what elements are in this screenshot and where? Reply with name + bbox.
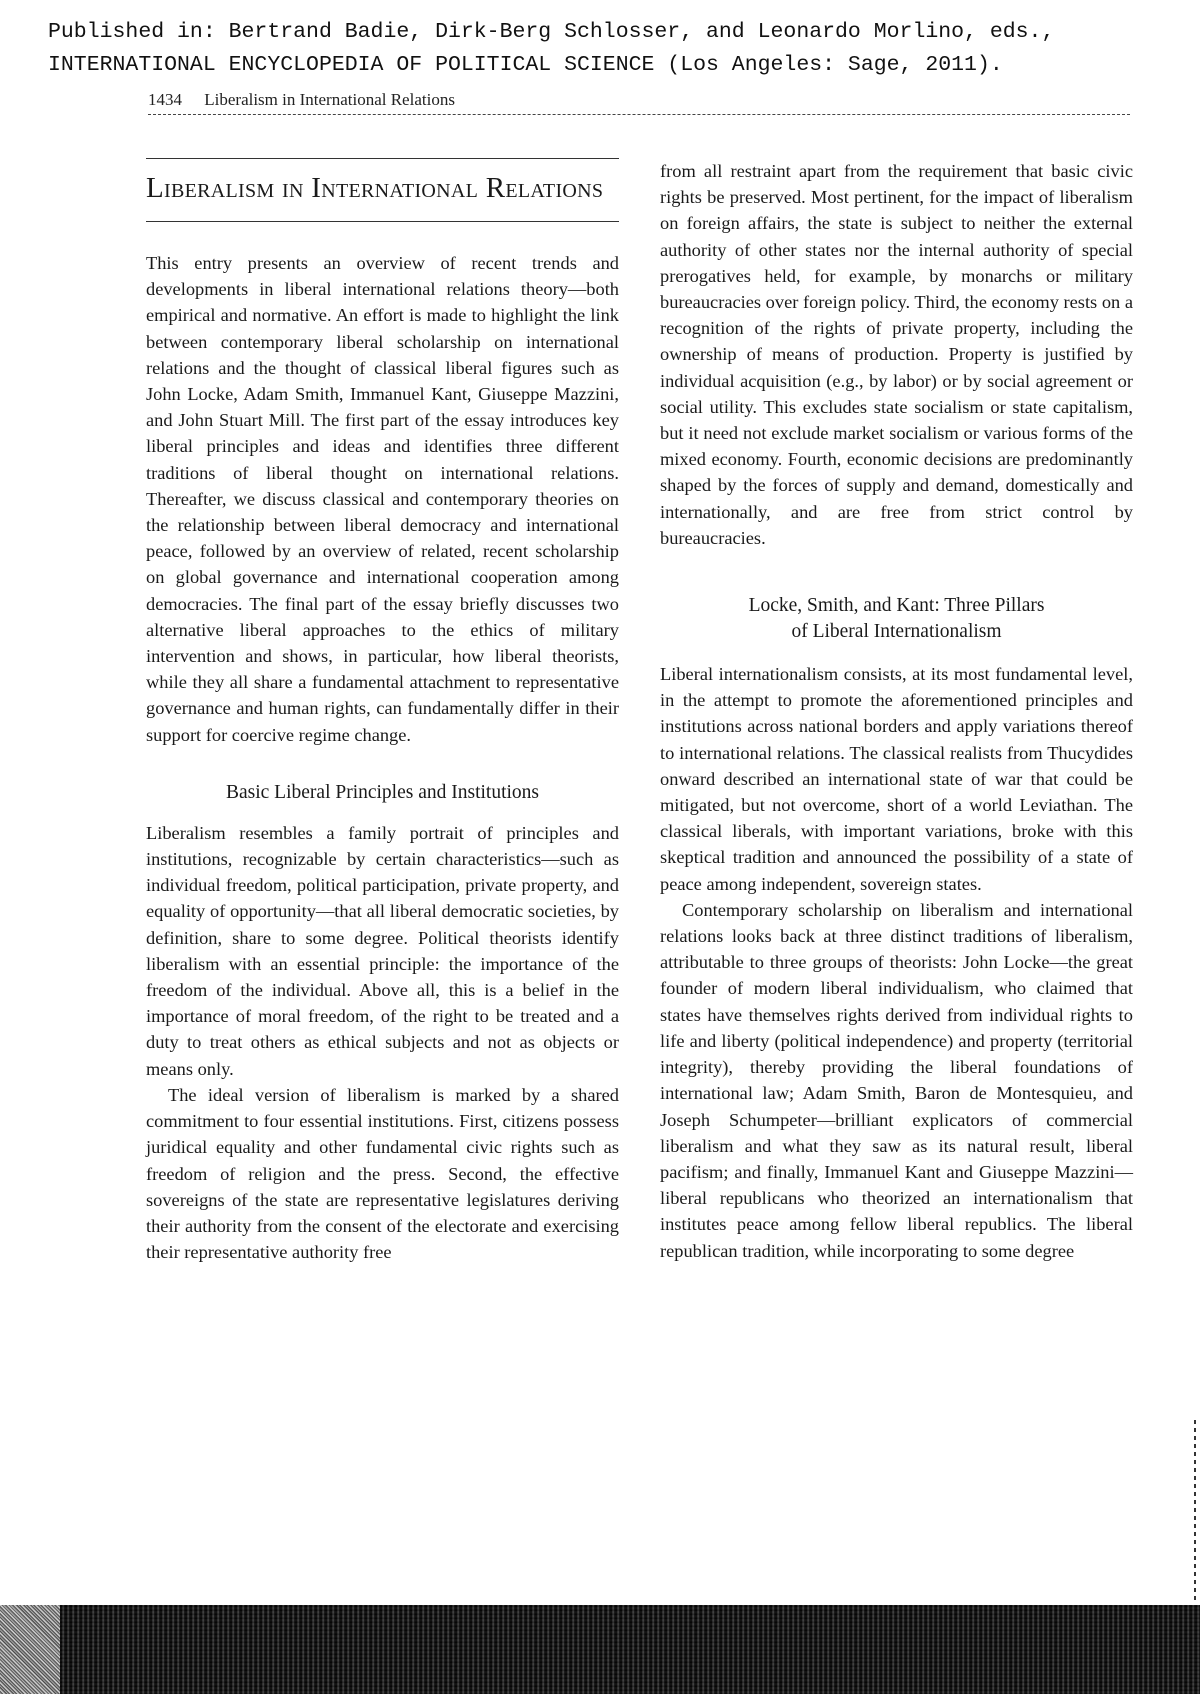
section-heading-line-1: Locke, Smith, and Kant: Three Pillars [748,595,1045,617]
body-paragraph: The ideal version of liberalism is marked by a shared commitment to four essential institutions. First, citizens possess juridical equality and other fundamental civic rights such as freedom of religion and the press. Second, the effective sovereigns of the state are representative legislatures deriving their authority from the consent of the electorate and exercising their representative authority free [146,1084,619,1263]
article-title: Liberalism in International Relations [146,158,619,222]
running-head-title: Liberalism in International Relations [204,90,455,109]
abstract-paragraph: This entry presents an overview of recent trends and developments in liberal international relations theory—both empirical and normative. An effort is made to highlight the link between contemporary liberal scholarship on international relations and the thought of classical liberal figures such as John Locke, Adam Smith, Immanuel Kant, Giuseppe Mazzini, and John Stuart Mill. The first part of the essay introduces key liberal principles and ideas and identifies three different traditions of liberal thought on international relations. Thereafter, we discuss classical and contemporary theories on the relationship between liberal democracy and international peace, followed by an overview of related, recent scholarship on global governance and international cooperation among democracies. The final part of the essay briefly discusses two alternative liberal approaches to the ethics of military intervention and shows, in particular, how liberal theorists, while they all share a fundamental attachment to representative governance and human rights, can fundamentally differ in their support for coercive regime change. [146,253,619,745]
publication-citation [48,16,1054,82]
citation-line-1: Published in: Bertrand Badie, Dirk-Berg Schlosser, and Leonardo Morlino, eds., [48,20,1055,44]
citation-line-2: INTERNATIONAL ENCYCLOPEDIA OF POLITICAL SCIENCE (Los Angeles: Sage, 2011). [48,53,1003,77]
scan-noise-band [0,1605,1200,1694]
body-paragraph: Liberalism resembles a family portrait of principles and institutions, recognizable by certain characteristics—such as individual freedom, political participation, private property, and equality of opportunity—that all liberal democratic societies, by definition, share to some degree. Political theorists identify liberalism with an essential principle: the importance of the freedom of the individual. Above all, this is a belief in the importance of moral freedom, of the right to be treated and a duty to treat others as ethical subjects and not as objects or means only. [146,822,619,1079]
body-paragraph: Liberal internationalism consists, at its most fundamental level, in the attempt to promote the aforementioned principles and institutions across national borders and apply variations thereof to international relations. The classical realists from Thucydides onward described an international state of war that could be mitigated, but not overcome, short of a world Leviathan. The classical liberals, with important variations, broke with this skeptical tradition and announced the possibility of a state of peace among independent, sovereign states. [660,664,1133,894]
body-paragraph: Contemporary scholarship on liberalism and international relations looks back at three distinct traditions of liberalism, attributable to three groups of theorists: John Locke—the great founder of modern liberal individualism, who claimed that states have themselves rights derived from individual rights to life and liberty (political independence) and property (territorial integrity), thereby providing the liberal foundations of international law; Adam Smith, Baron de Montesquieu, and Joseph Schumpeter—brilliant explicators of commercial liberalism and what they saw as its natural result, liberal pacifism; and finally, Immanuel Kant and Giuseppe Mazzini—liberal republicans who theorized an internationalism that institutes peace among fellow liberal republics. The liberal republican tradition, while incorporating to some degree [660,899,1133,1261]
section-heading-line-2: of Liberal Internationalism [791,621,1002,643]
section-heading-basic-principles: Basic Liberal Principles and Institutions [225,781,540,803]
right-column [660,158,1133,1264]
left-column [146,158,619,1265]
body-paragraph-continued: from all restraint apart from the requirement that basic civic rights be preserved. Most pertinent, for the impact of liberalism on foreign affairs, the state is subject to neither the external authority of other states nor the internal authority of special prerogatives held, for example, by monarchs or military bureaucracies over foreign policy. Third, the economy rests on a recognition of the rights of private property, including the ownership of means of production. Property is justified by individual acquisition (e.g., by labor) or by social agreement or social utility. This excludes state socialism or state capitalism, but it need not exclude market socialism or various forms of the mixed economy. Fourth, economic decisions are predominantly shaped by the forces of supply and demand, domestically and internationally, and are free from strict control by bureaucracies. [660,161,1133,548]
page-number: 1434 [148,90,182,109]
running-head [148,90,1130,115]
section-heading-three-pillars [660,593,1133,645]
scan-edge-marks [1194,1420,1196,1600]
